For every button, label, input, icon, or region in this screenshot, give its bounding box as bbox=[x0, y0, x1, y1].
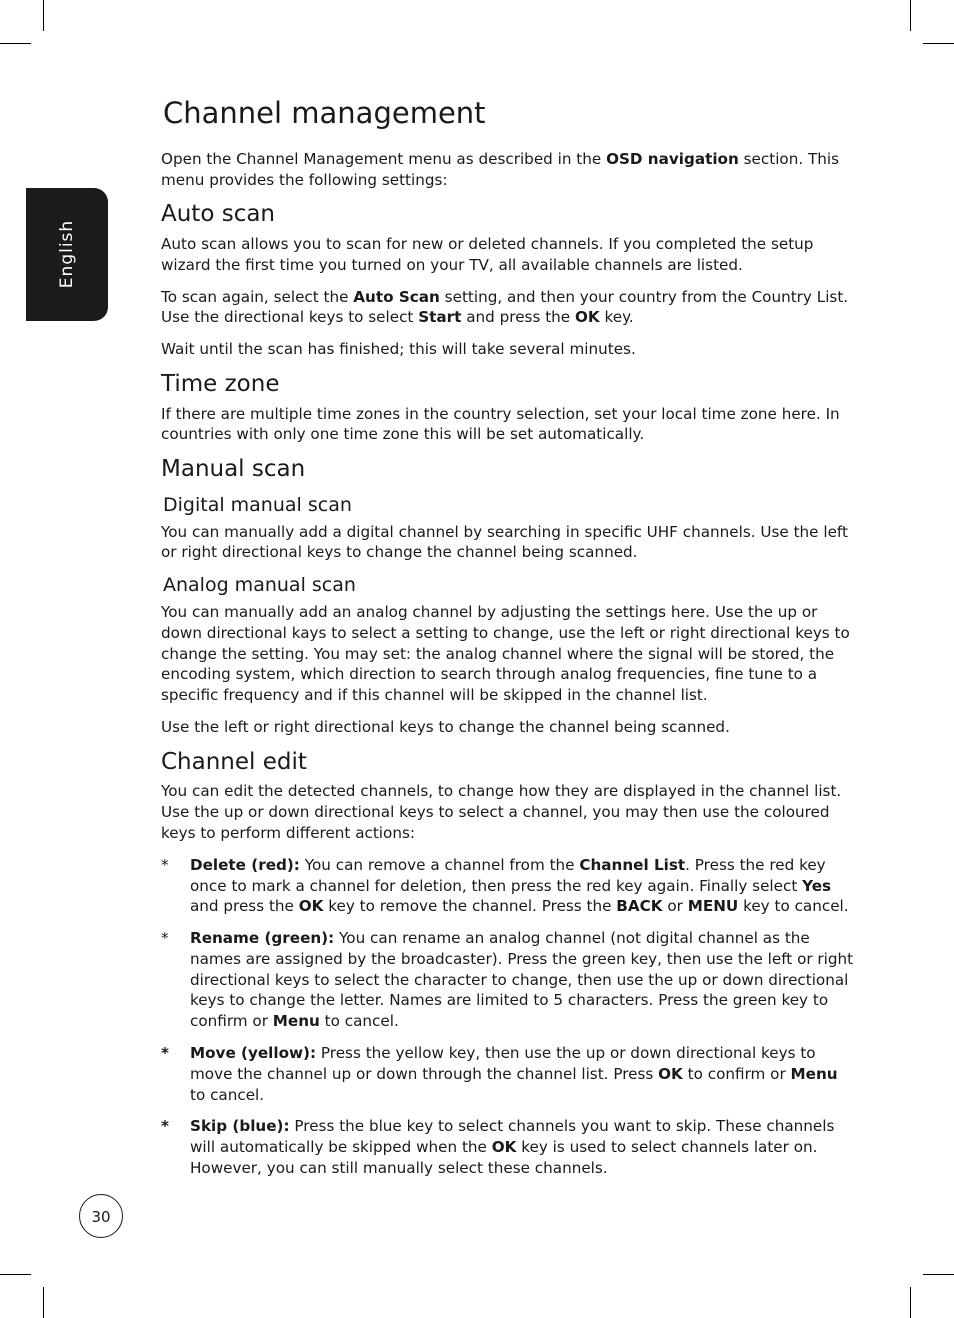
manual-scan-heading: Manual scan bbox=[161, 456, 306, 483]
crop-mark bbox=[910, 1287, 911, 1318]
page-content bbox=[161, 96, 856, 1190]
analog-manual-scan-paragraph: Use the left or right directional keys to change the channel being scanned. bbox=[161, 717, 730, 736]
list-item-delete: * Delete (red): You can remove a channel from the Channel List. Press the red key once to mark a channel for deletion, then press the red key again. Finally select Yes and press the OK key to remove the channel. Press the BACK or MENU key to cancel. bbox=[161, 855, 849, 916]
analog-manual-scan-paragraph: You can manually add an analog channel by adjusting the settings here. Use the up or down directional kays to select a setting to change, use the left or right directional keys to change the setting. You may set: the analog channel where the signal will be stored, the encoding system, which direction to search through analog frequencies, fine tune to a specific frequency and if this channel will be skipped in the channel list. bbox=[161, 602, 850, 705]
time-zone-paragraph: If there are multiple time zones in the country selection, set your local time zone here. In countries with only one time zone this will be set automatically. bbox=[161, 404, 840, 444]
bullet: * bbox=[161, 855, 169, 874]
crop-mark bbox=[43, 0, 44, 31]
auto-scan-paragraph: Wait until the scan has finished; this will take several minutes. bbox=[161, 340, 636, 359]
crop-mark bbox=[43, 1287, 44, 1318]
time-zone-heading: Time zone bbox=[161, 370, 280, 397]
crop-mark bbox=[0, 43, 31, 44]
crop-mark bbox=[923, 43, 954, 44]
list-item-move: * Move (yellow): Press the yellow key, then use the up or down directional keys to move the channel up or down through the channel list. Press OK to confirm or Menu to cancel. bbox=[161, 1044, 838, 1104]
bullet: * bbox=[161, 1044, 169, 1063]
channel-edit-list bbox=[161, 855, 856, 1179]
channel-edit-paragraph: You can edit the detected channels, to change how they are displayed in the channel list. Use the up or down directional keys to select a channel, you may then use the coloured keys to perform different actions: bbox=[161, 782, 842, 842]
channel-edit-heading: Channel edit bbox=[161, 748, 307, 775]
language-tab-label: English bbox=[57, 219, 77, 289]
crop-mark bbox=[0, 1274, 31, 1275]
crop-mark bbox=[910, 0, 911, 31]
list-item-rename: * Rename (green): You can rename an analog channel (not digital channel as the names are assigned by the broadcaster). Press the green key, then use the left or right directional keys to select the character to change, then use the up or down directional keys to change the letter. Names are limited to 5 characters. Press the green key to confirm or Menu to cancel. bbox=[161, 929, 854, 1031]
auto-scan-paragraph: To scan again, select the Auto Scan setting, and then your country from the Country List. Use the directional keys to select Start and press the OK key. bbox=[161, 287, 849, 327]
intro-paragraph: Open the Channel Management menu as described in the OSD navigation section. This menu provides the following settings: bbox=[161, 149, 840, 189]
digital-manual-scan-heading: Digital manual scan bbox=[163, 493, 352, 516]
list-item-skip: * Skip (blue): Press the blue key to select channels you want to skip. These channels will automatically be skipped when the OK key is used to select channels later on. However, you can still manually select these channels. bbox=[161, 1117, 835, 1178]
crop-mark bbox=[923, 1274, 954, 1275]
digital-manual-scan-paragraph: You can manually add a digital channel by searching in specific UHF channels. Use the left or right directional keys to change the channel being scanned. bbox=[161, 522, 848, 562]
page-number: 30 bbox=[79, 1194, 123, 1238]
analog-manual-scan-heading: Analog manual scan bbox=[163, 574, 356, 597]
page-title: Channel management bbox=[163, 96, 486, 130]
auto-scan-paragraph: Auto scan allows you to scan for new or deleted channels. If you completed the setup wizard the first time you turned on your TV, all available channels are listed. bbox=[161, 234, 814, 274]
auto-scan-heading: Auto scan bbox=[161, 201, 276, 228]
bullet: * bbox=[161, 929, 169, 948]
bullet: * bbox=[161, 1117, 169, 1136]
